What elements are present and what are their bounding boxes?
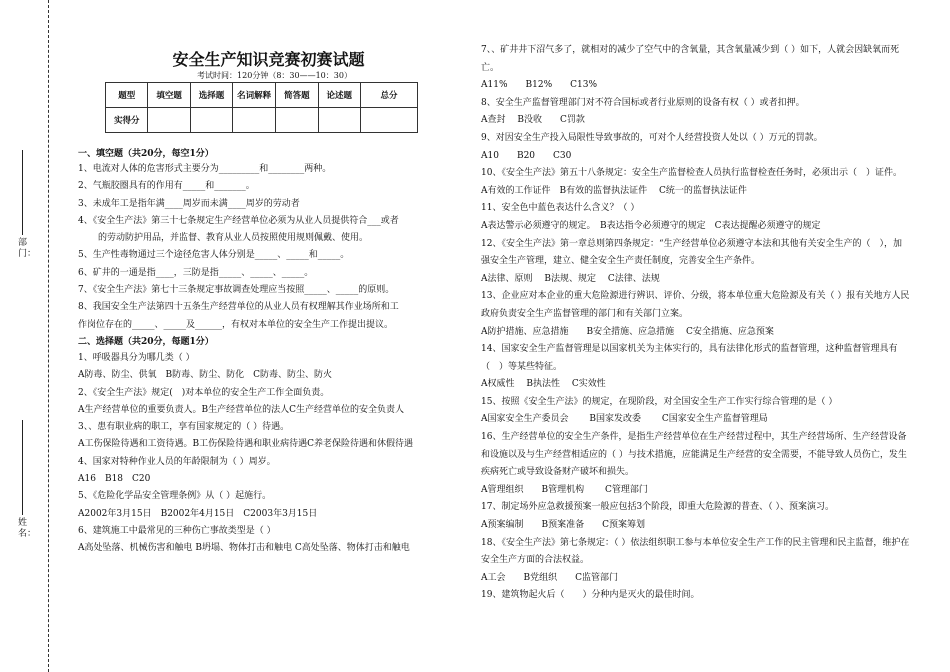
question-options: A生产经营单位的重要负责人。B生产经营单位的法人C生产经营单位的安全负责人 <box>78 404 405 415</box>
score-cell[interactable] <box>148 108 190 133</box>
question-options: A法律、原则 B法规、规定 C法律、法规 <box>481 273 660 284</box>
question-options: A防护措施、应急措施 B安全措施、应急措施 C安全措施、应急预案 <box>481 326 774 337</box>
right-column <box>481 42 911 605</box>
score-row-label: 实得分 <box>106 108 148 133</box>
question-options: A表达警示必须遵守的规定。 B表达指令必须遵守的规定 C表达提醒必须遵守的规定 <box>481 220 821 231</box>
question: 3、、患有职业病的职工，享有国家规定的（ ）待遇。 <box>78 422 290 433</box>
question: 7、、矿井井下沼气多了，就相对的减少了空气中的含氧量，其含氧量减少到（ ）如下，人就会因缺氧而死亡。 <box>481 45 900 73</box>
dept-fill-line <box>22 150 23 235</box>
question: 8、安全生产监督管理部门对不符合国标或者行业原则的设备有权（ ）或者扣押。 <box>481 97 805 108</box>
score-header-cell: 论述题 <box>318 83 360 108</box>
score-header-cell: 题型 <box>106 83 148 108</box>
question-continued: 的劳动防护用品，并监督、教育从业人员按照使用规则佩戴、使用。 <box>98 233 369 244</box>
question-options: A权威性 B执法性 C实效性 <box>481 379 606 390</box>
score-cell[interactable] <box>190 108 232 133</box>
question: 7、《安全生产法》第七十三条规定事故调查处理应当按照_____、_____的原则。 <box>78 285 395 296</box>
score-cell[interactable] <box>233 108 276 133</box>
question: 2、《安全生产法》规定( )对本单位的安全生产工作全面负责。 <box>78 387 330 398</box>
question: 1、呼吸器具分为哪几类（ ） <box>78 352 195 363</box>
score-header-cell: 名词解释 <box>233 83 276 108</box>
question: 19、建筑物起火后（ ）分种内是灭火的最佳时间。 <box>481 590 700 601</box>
question: 13、企业应对本企业的重大危险源进行辨识、评价、分级，将本单位重大危险源及有关（ ）报有关地方人民政府负责安全生产监督管理的部门和有关部门立案。 <box>481 291 910 319</box>
question-options: A工会 B党组织 C监管部门 <box>481 572 619 583</box>
question-options: A预案编制 B预案准备 C预案筹划 <box>481 520 646 531</box>
binding-margin <box>0 0 52 672</box>
score-header-cell: 总分 <box>361 83 418 108</box>
question-continued: 作岗位存在的_____、_____及______，有权对本单位的安全生产工作提出提议。 <box>78 319 394 330</box>
question-options: A工伤保险待遇和工资待遇。B工伤保险待遇和职业病待遇C养老保险待遇和休假待遇 <box>78 439 414 450</box>
left-column <box>78 42 431 558</box>
dept-label: 部门： <box>18 238 37 259</box>
question-options: A管理组织 B管理机构 C管理部门 <box>481 484 648 495</box>
score-table <box>105 82 418 133</box>
score-cell[interactable] <box>318 108 360 133</box>
question: 4、《安全生产法》第三十七条规定生产经营单位必须为从业人员提供符合___或者 <box>78 215 399 226</box>
question: 3、未成年工是指年满____周岁而未满____周岁的劳动者 <box>78 198 300 209</box>
question: 16、生产经营单位的安全生产条件，是指生产经营单位在生产经营过程中，其生产经营场所、生产经营设备和设施以及与生产经营相适应的（ ）与技术措施，应能满足生产经营的安全需要，不能导致人员伤亡，发生疾病死亡或导致设备财产破坏和损失。 <box>481 432 907 478</box>
score-cell[interactable] <box>276 108 318 133</box>
name-label: 姓名： <box>18 518 37 539</box>
question: 12、《安全生产法》第一章总则第四条规定：“生产经营单位必须遵守本法和其他有关安全生产的（ ），加强安全生产管理，建立、健全安全生产责任制度，完善安全生产条件。 <box>481 238 903 267</box>
score-cell[interactable] <box>361 108 418 133</box>
question-options: A有效的工作证件 B有效的监督执法证件 C统一的监督执法证件 <box>481 185 747 196</box>
section-choice-heading: 二、选择题（共20分，每题1分） <box>78 336 214 347</box>
question-options: A2002年3月15日 B2002年4月15日 C2003年3月15日 <box>78 508 318 519</box>
question-options: A16 B18 C20 <box>78 474 151 485</box>
question: 8、我国安全生产法第四十五条生产经营单位的从业人员有权理解其作业场所和工 <box>78 302 399 313</box>
score-header-cell: 简答题 <box>276 83 318 108</box>
question: 14、国家安全生产监督管理是以国家机关为主体实行的，具有法律化形式的监督管理，这种监督管理具有（ ）等某些特征。 <box>481 344 898 372</box>
question: 11、安全色中蓝色表达什么含义？（ ） <box>481 203 640 214</box>
section-fill-heading: 一、填空题（共20分，每空1分） <box>78 149 214 159</box>
question-options: A国家安全生产委员会 B国家发改委 C国家安全生产监督管理局 <box>481 414 768 425</box>
question: 15、按照《安全生产法》的规定，在现阶段，对全国安全生产工作实行综合管理的是（ ） <box>481 396 838 407</box>
exam-title: 安全生产知识竞赛初赛试题 <box>172 50 365 69</box>
question: 5、生产性毒物通过三个途径危害人体分别是_____、_____和_____。 <box>78 250 350 261</box>
question: 4、国家对特种作业人员的年龄限制为（ ）周岁。 <box>78 456 276 467</box>
question-options: A10 B20 C30 <box>481 150 572 161</box>
question: 6、矿井的一通是指____，三防是指_____、_____、_____。 <box>78 267 314 278</box>
question-options: A防毒、防尘、供氧 B防毒、防尘、防化 C防毒、防尘、防火 <box>78 370 333 381</box>
score-header-cell: 填空题 <box>148 83 190 108</box>
question: 5、《危险化学品安全管理条例》从（ ）起施行。 <box>78 491 272 502</box>
question-options: A查封 B没收 C罚款 <box>481 115 585 126</box>
question-options: A高处坠落、机械伤害和触电 B坍塌、物体打击和触电 C高处坠落、物体打击和触电 <box>78 543 410 554</box>
question: 2、气瓶胶圈具有的作用有_____和_______。 <box>78 181 255 192</box>
question: 18、《安全生产法》第七条规定：（ ）依法组织职工参与本单位安全生产工作的民主管理和民主监督，维护在安全生产方面的合法权益。 <box>481 537 910 566</box>
question: 9、对因安全生产投入局限性导致事故的，可对个人经营投资人处以（ ）万元的罚款。 <box>481 132 823 143</box>
question-options: A11% B12% C13% <box>481 80 598 91</box>
question: 17、制定场外应急救援预案一般应包括3个阶段，即重大危险源的普查、（ ）、预案演习。 <box>481 502 835 513</box>
question: 1、电流对人体的危害形式主要分为_________和________两种。 <box>78 164 332 174</box>
score-header-cell: 选择题 <box>190 83 232 108</box>
cut-line <box>48 0 49 672</box>
question: 10、《安全生产法》第五十八条规定：安全生产监督检查人员执行监督检查任务时，必须出示（ ）证件。 <box>481 168 902 179</box>
name-fill-line <box>22 420 23 515</box>
question: 6、建筑施工中最常见的三种伤亡事故类型是（ ） <box>78 525 276 536</box>
exam-time: 考试时间：120分钟（8：30——10：30） <box>197 71 352 80</box>
